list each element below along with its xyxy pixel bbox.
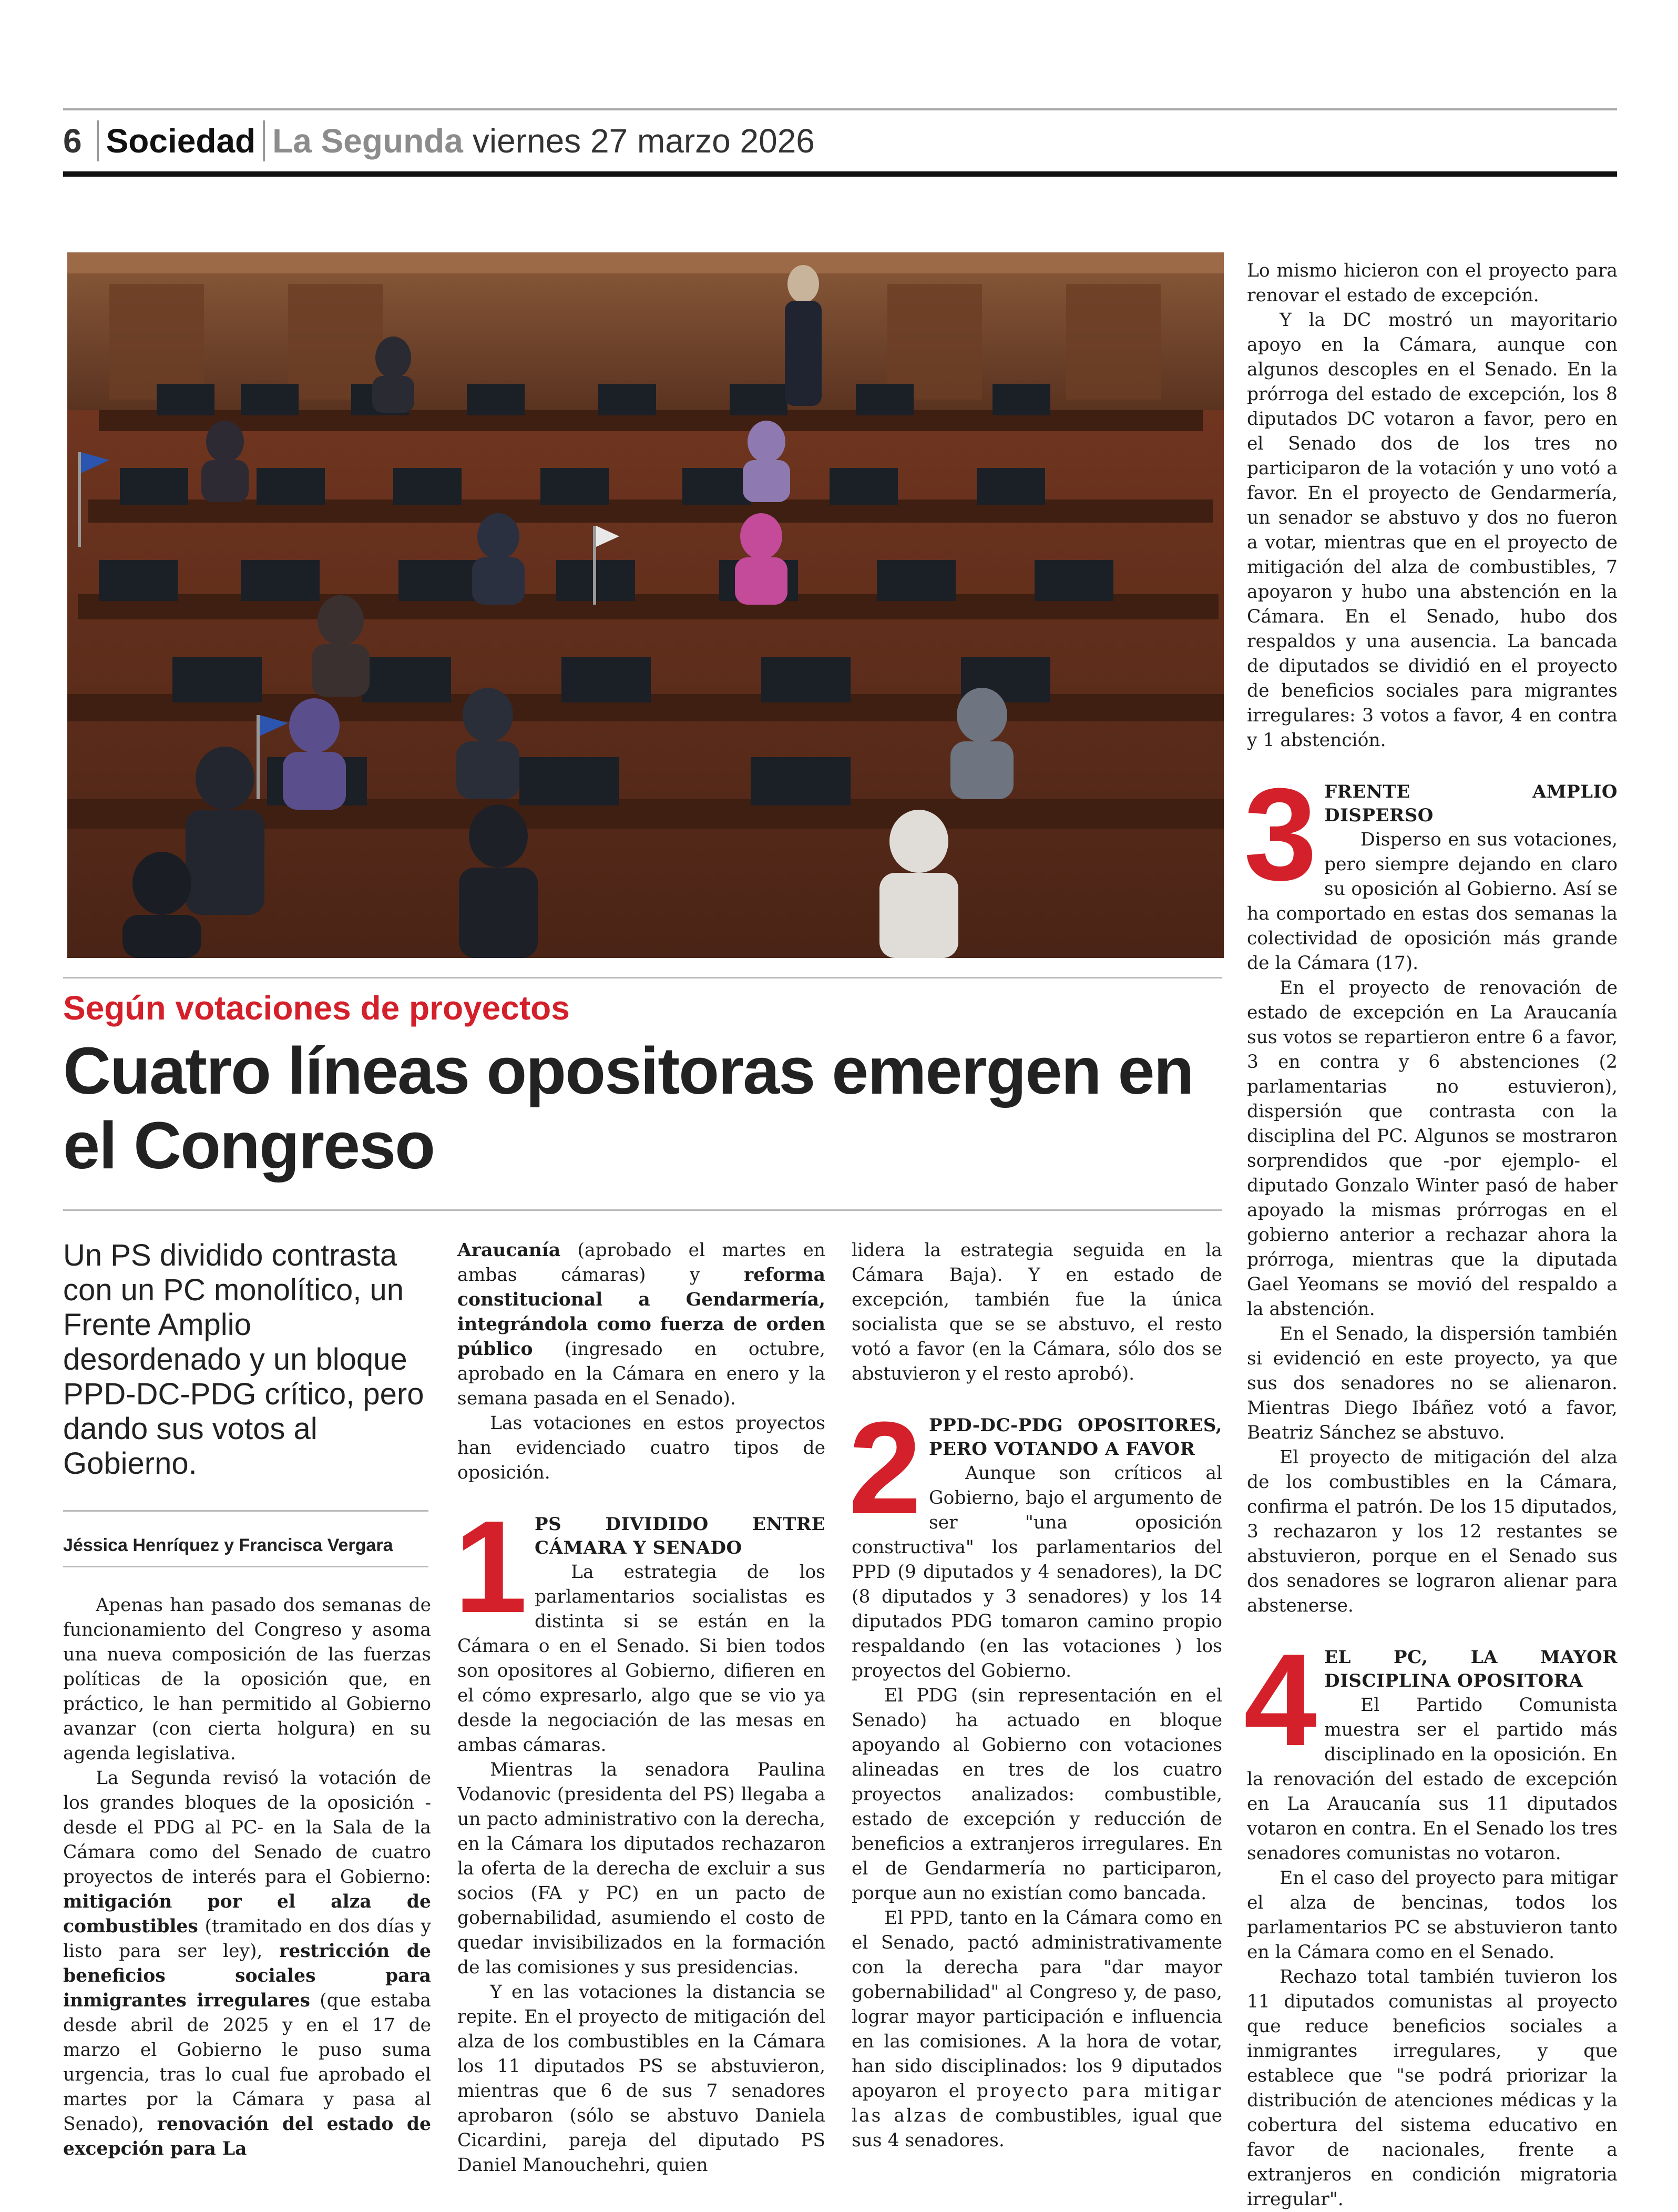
header-divider [263, 120, 265, 161]
section-2-heading [848, 1394, 1222, 1684]
text-run: combustibles, igual que sus 4 senadores. [852, 2105, 1223, 2151]
section-3-heading [1244, 761, 1618, 976]
article-column-1 [63, 1593, 431, 2162]
paragraph: En el caso del proyecto para mitigar el alza de bencinas, todos los parlamentarios PC se abstuvieron tanto en la Cámara como en el Senado. [1247, 1868, 1618, 1963]
paragraph: Mientras la senadora Paulina Vodanovic (presidenta del PS) llegaba a un pacto administrativo con la derecha, en la Cámara los diputados rechazaron la oferta de la derecha de excluir a sus socios (FA y PC) en un pacto de gobernabilidad, asumiendo el costo de quedar invisibilizados en la formación de las comisiones y sus presidencias. [457, 1759, 825, 1978]
bold-run: restricción de beneficios sociales para inmigrantes irregulares [63, 1941, 431, 2011]
text-run: (tramitado en dos días y listo para ser ley), [63, 1916, 431, 1962]
chamber-photo [67, 252, 1224, 958]
section-number: 1 [454, 1493, 528, 1640]
paragraph: La estrategia de los parlamentarios socialistas es distinta si se están en la Cámara o en el Senado. Si bien todos son opositores al Gobierno, difieren en el cómo expresarlo, algo que se vio ya desde la negociación de las mesas en ambas cámaras. [457, 1562, 825, 1756]
paragraph: Apenas han pasado dos semanas de funcionamiento del Congreso y asoma una nueva composición de las fuerzas políticas de la oposición que, en práctico, le han permitido al Gobierno avanzar (con cierta holgura) en su agenda legislativa. [63, 1595, 431, 1764]
article-byline: Jéssica Henríquez y Francisca Vergara [63, 1535, 393, 1555]
text-run: (aprobado el martes en ambas cámaras) y [457, 1240, 825, 1286]
issue-date: viernes 27 marzo 2026 [472, 122, 815, 160]
section-title: FRENTE AMPLIO DISPERSO [1324, 781, 1618, 826]
article-headline: Cuatro líneas opositoras emergen en el Congreso [63, 1034, 1193, 1183]
paragraph: lidera la estrategia seguida en la Cámara Baja). Y en estado de excepción, también fue la única socialista que se se abstuvo, el resto votó a favor (en la Cámara, sólo dos se abstuvieron y el resto aprobó). [852, 1240, 1222, 1384]
section-4-heading [1244, 1626, 1618, 1866]
publication-name: La Segunda [272, 122, 463, 160]
title-top-rule [63, 977, 1222, 978]
section-number: 4 [1244, 1626, 1317, 1773]
bold-run: reforma constitucional a Gendarmería, integrándola como fuerza de orden público [457, 1265, 825, 1360]
paragraph: Y en las votaciones la distancia se repite. En el proyecto de mitigación del alza de los combustibles en la Cámara los 11 diputados PS se abstuvieron, mientras que 6 de sus 7 senadores aprobaron (sólo se abstuvo Daniela Cicardini, pareja del diputado PS Daniel Manouchehri, quien [457, 1982, 825, 2176]
page-header [63, 115, 1617, 167]
article-kicker: Según votaciones de proyectos [63, 989, 570, 1027]
deck-rule [63, 1510, 428, 1512]
paragraph: El Partido Comunista muestra ser el partido más disciplinado en la oposición. En la renovación del estado de excepción en La Araucanía sus 11 diputados votaron en contra. En el Senado los tres senadores comunistas no votaron. [1247, 1695, 1618, 1864]
header-bottom-rule [63, 171, 1617, 177]
text-run: La Segunda revisó la votación de los grandes bloques de la oposición -desde el PDG al PC- en la Sala de la Cámara como del Senado de cuatro proyectos de interés para el Gobierno: [63, 1768, 431, 1888]
paragraph: Aunque son críticos al Gobierno, bajo el argumento de ser "una oposición constructiva" los parlamentarios del PPD (9 diputados y 4 senadores), la DC (8 diputados y 3 senadores) y los 14 diputados PDG tomaron camino propio respaldando (en las votaciones ) los proyectos del Gobierno. [852, 1463, 1222, 1681]
paragraph: Las votaciones en estos proyectos han evidenciado cuatro tipos de oposición. [457, 1413, 825, 1483]
section-number: 3 [1244, 761, 1317, 908]
section-number: 2 [848, 1394, 922, 1541]
section-title: EL PC, LA MAYOR DISCIPLINA OPOSITORA [1324, 1647, 1618, 1691]
paragraph: Disperso en sus votaciones, pero siempre dejando en claro su oposición al Gobierno. Así se ha comportado en estas dos semanas la colectividad de oposición más grande de la Cámara (17). [1247, 829, 1618, 974]
byline-rule [63, 1566, 428, 1567]
bold-run: mitigación por el alza de combustibles [63, 1891, 431, 1937]
header-divider [97, 120, 99, 161]
paragraph [852, 1906, 1222, 2153]
header-top-rule [63, 108, 1617, 110]
paragraph [457, 1238, 825, 1411]
paragraph [63, 1766, 431, 2162]
paragraph: El PDG (sin representación en el Senado) ha actuado en bloque apoyando al Gobierno con votaciones alineadas en tres de los cuatro proyectos analizados: combustible, estado de excepción y reducción de beneficios a extranjeros irregulares. En el de Gendarmería no participaron, porque aun no existían como bancada. [852, 1685, 1222, 1904]
article-column-2 [454, 1238, 825, 2178]
section-title: PPD-DC-PDG OPOSITORES, PERO VOTANDO A FAVOR [929, 1415, 1222, 1460]
page-number: 6 [63, 122, 82, 160]
section-1-heading [454, 1493, 825, 1758]
text-run: El PPD, tanto en la Cámara como en el Senado, pactó administrativamente con la derecha para "dar mayor gobernabilidad" al Congreso y, de paso, lograr mayor participación e influencia en las comisiones. A la hora de votar, han sido disciplinados: los 9 diputados apoyaron el [852, 1908, 1222, 2102]
article-column-3 [848, 1238, 1223, 2153]
text-run: (que estaba desde abril de 2025 y en el 17 de marzo el Gobierno le puso suma urgencia, tras lo cual fue aprobado el martes por la Cámara y pasa al Senado), [63, 1990, 432, 2135]
article-deck: Un PS dividido contrasta con un PC monolítico, un Frente Amplio desordenado y un bloque PPD-DC-PDG crítico, pero dando sus votos al Gobierno. [63, 1238, 424, 1481]
text-run: proyecto para mitigar las alzas de [852, 2081, 1222, 2126]
paragraph: Rechazo total también tuvieron los 11 diputados comunistas al proyecto que reduce beneficios sociales a inmigrantes irregulares, y que establece que "se podrá priorizar la distribución de atenciones médicas y la cobertura del sistema educativo en favor de nacionales, frente a extranjeros en condición migratoria irregular". [1247, 1966, 1618, 2210]
text-run: (ingresado en octubre, aprobado en la Cámara en enero y la semana pasada en el Senado). [457, 1339, 825, 1409]
paragraph: Y la DC mostró un mayoritario apoyo en la Cámara, aunque con algunos descoples en el Senado. En la prórroga del estado de excepción, los 8 diputados DC votaron a favor, pero en el Senado dos de los tres no participaron de la votación y uno votó a favor. En el proyecto de Gendarmería, un senador se abstuvo y dos no fueron a votar, mientras que en el proyecto de mitigación del alza de combustibles, 7 apoyaron y hubo una abstención en la Cámara. En el Senado, hubo dos respaldos y una ausencia. La bancada de diputados se dividió en el proyecto de beneficios sociales para migrantes irregulares: 3 votos a favor, 4 en contra y 1 abstención. [1247, 310, 1618, 751]
paragraph: Lo mismo hicieron con el proyecto para renovar el estado de excepción. [1247, 260, 1618, 306]
section-name: Sociedad [106, 122, 256, 160]
bold-run: renovación del estado de excepción para La [63, 2114, 431, 2159]
paragraph: El proyecto de mitigación del alza de los combustibles en la Cámara, confirma el patrón. De los 15 diputados, 3 rechazaron y los 12 restantes se abstuvieron, porque en el Senado sus dos senadores se lograron alienar para abstenerse. [1247, 1447, 1618, 1616]
bold-run: Araucanía [457, 1240, 561, 1261]
paragraph: En el Senado, la dispersión también si evidenció en este proyecto, ya que sus dos senadores no se alienaron. Mientras Diego Ibáñez votó a favor, Beatriz Sánchez se abstuvo. [1247, 1323, 1618, 1443]
article-column-4 [1244, 259, 1618, 2212]
paragraph: En el proyecto de renovación de estado de excepción en La Araucanía sus votos se repartieron entre 6 a favor, 3 en contra y 6 abstenciones (2 parlamentarias no estuvieron), dispersión que contrasta con la disciplina del PC. Algunos se mostraron sorprendidos que -por ejemplo- el diputado Gonzalo Winter pasó de haber apoyado la mismas prórrogas en el gobierno anterior a rechazar ahora la prórroga, mientras que la diputada Gael Yeomans se movió del respaldo a la abstención. [1247, 977, 1618, 1320]
photo-icon [67, 252, 1224, 958]
section-title: PS DIVIDIDO ENTRE CÁMARA Y SENADO [535, 1514, 825, 1558]
title-bottom-rule [63, 1209, 1222, 1211]
